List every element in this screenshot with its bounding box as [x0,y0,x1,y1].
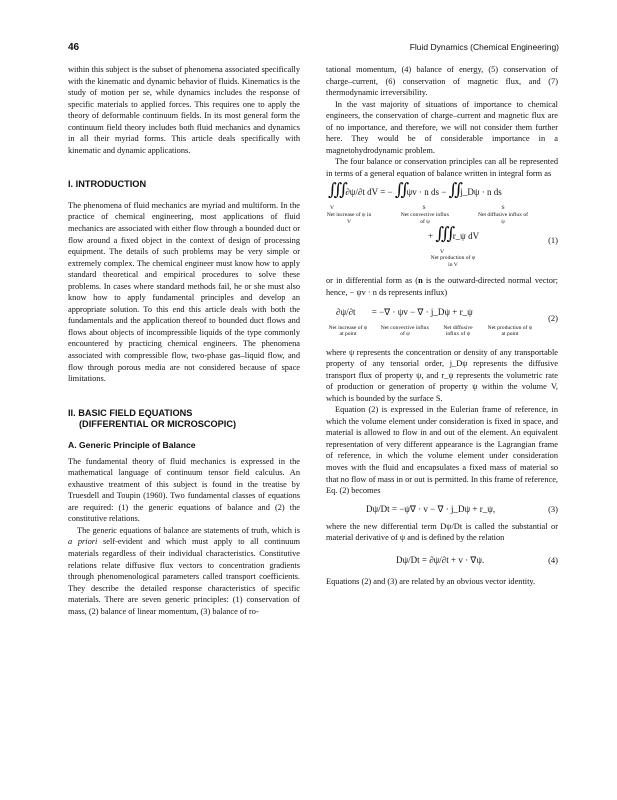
equation-2 [326,299,558,347]
eq3-number: (3) [548,503,558,514]
eq1-note-diffusive: Net diffusive influx of ψ [477,212,529,225]
paragraph-r8: Equations (2) and (3) are related by an obvious vector identity. [326,576,536,586]
eq1-surface-label-1: S [422,205,426,212]
eq1-lhs-integrand: ∂ψ/∂t dV [345,187,378,198]
paragraph-r6: Equation (2) is expressed in the Eulerian frame of reference, in which the volume element under consideration is fixed in space, and material is allowed to flow in and out of the element. An equivalent representation of very different appearance is the Lagrangian frame of reference, in which the volume element under consideration moves with the fluid and encapsulates a fixed mass of material so that no flow of mass in or out is permitted. In this frame of reference, Eq. (2) becomes [326,405,558,496]
eq1-note-production: Net production of ψ in V [430,255,476,268]
page-number: 46 [68,42,80,53]
equation-3 [326,497,558,521]
heading-line-2: (DIFFERENTIAL OR MICROSCOPIC) [79,419,237,430]
right-column [326,64,558,587]
subsection-heading-generic-balance: A. Generic Principle of Balance [68,439,196,450]
eq1-production-term: r_ψ dV [452,231,480,242]
section-heading-basic-field-equations [68,408,300,431]
eq1-diffusive-term: j_Dψ · n ds [460,187,502,198]
eq1-surface-label-2: S [501,205,505,212]
page-header [68,42,559,56]
eq4-number: (4) [548,554,558,565]
heading-line-1: II. BASIC FIELD EQUATIONS [68,407,193,418]
eq1-volume-label-2: V [439,249,445,256]
eq1-number: (1) [548,235,558,246]
eq1-volume-label-1: V [329,205,335,212]
left-column [68,64,300,617]
eq1-note-net-increase: Net increase of ψ in V [326,212,372,225]
paragraph-r5: where ψ represents the concentration or density of any transportable property of any tensorial order, j_Dψ represents the diffusive transport flux of property ψ, and r_ψ represents the volumetric rate of production or generation of property ψ within the volume V, which is bounded by the surface S. [326,347,558,403]
equation-4 [326,544,558,576]
eq2-note-2: Net convective influx of ψ [380,324,430,337]
eq1-note-convective: Net convective influx of ψ [400,212,450,225]
paragraph-r7: where the new differential term Dψ/Dt is called the substantial or material derivative of ψ and is defined by the relation [326,521,558,543]
eq2-note-1: Net increase of ψ at point [328,324,368,337]
eq3-expression: Dψ/Dt = −ψ∇ · v − ∇ · j_Dψ + r_ψ, [366,503,496,514]
eq4-expression: Dψ/Dt = ∂ψ/∂t + v · ∇ψ. [396,554,485,565]
paragraph-r1: tational momentum, (4) balance of energy, (5) conservation of charge–current, (6) conservation of magnetic flux, and (7) thermodynamic irreversibility. [326,65,558,98]
running-title: Fluid Dynamics (Chemical Engineering) [409,42,559,52]
paragraph-r2: In the vast majority of situations of importance to chemical engineers, the conservation of charge–current and magnetic flux are of no importance, and therefore, we will not consider them further here. They would be of considerable importance in a magnetohydrodynamic problem. [326,99,558,155]
paragraph-a2: The generic equations of balance are statements of truth, which is a priori self-evident and which must apply to all continuum materials regardless of their individual characteristics. Constitutive relations relate diffusive flux vectors to concentration gradients through phenomenological parameters called transport coefficients. They describe the detailed response characteristics of specific materials. There are seven generic principles: (1) conservation of mass, (2) balance of linear momentum, (3) balance of ro- [68,525,300,616]
eq1-convective-term: ψv · n ds [406,187,440,198]
intro-paragraph: within this subject is the subset of phenomena associated specifically with the kinematic and dynamic behavior of fluids. Kinematics is the study of motion per se, while dynamics includes the response of specific materials to applied forces. This requires one to apply the theory of deformable continuum fields. In its most general form the continuum field theory includes both fluid mechanics and dynamics in all their myriad forms. This article deals specifically with kinematic and dynamic applications. [68,65,300,155]
introduction-paragraph: The phenomena of fluid mechanics are myriad and multiform. In the practice of chemical engineering, most applications of fluid mechanics are associated with either flow through a bounded duct or flow around a fixed object in the context of design of processing equipment. The details of such problems may be very simple or extremely complex. The chemical engineer must know how to apply standard theoretical and empirical procedures to solve these problems. In cases where standard methods fail, he or she must also know how to apply fundamental principles and develop an appropriate solution. To this end this article deals with both the fundamentals and the application thereof to bounded duct flows and flows about objects of incompressible liquids of the type commonly encountered by practicing chemical engineers. The phenomena associated with compressible flow, two-phase gas–liquid flow, and flow through porous media are not considered because of space limitations. [68,200,300,384]
eq2-note-3: Net diffusive influx of ψ [443,324,473,337]
paragraph-a1: The fundamental theory of fluid mechanics is expressed in the mathematical language of continuum tensor field calculus. An exhaustive treatment of this subject is found in the treatise by Truesdell and Toupin (1960). Two fundamental classes of equations are required: (1) the generic equations of balance and (2) the constitutive relations. [68,456,300,524]
equation-1: ∭ ∂ψ/∂t dV = − ∬ ψv · n ds − ∬ j_Dψ · n ds V S S Net increase of ψ in V Net convective influx of ψ Net diffusive influx of ψ + ∭ r_ψ dV (1) V Net production of ψ in V [326,180,558,268]
eq2-lhs: ∂ψ/∂t [336,306,356,317]
eq2-note-4: Net production of ψ at point [487,324,533,337]
eq2-number: (2) [548,312,558,323]
paragraph-r3: The four balance or conservation principles can all be represented in terms of a general equation of balance written in integral form as [326,157,558,178]
eq2-rhs: = −∇ · ψv − ∇ · j_Dψ + r_ψ [371,306,473,317]
section-heading-introduction: I. INTRODUCTION [68,179,147,190]
paragraph-r4: or in differential form as (n is the outward-directed normal vector; hence, − ψv · n ds represents influx) [326,276,558,298]
